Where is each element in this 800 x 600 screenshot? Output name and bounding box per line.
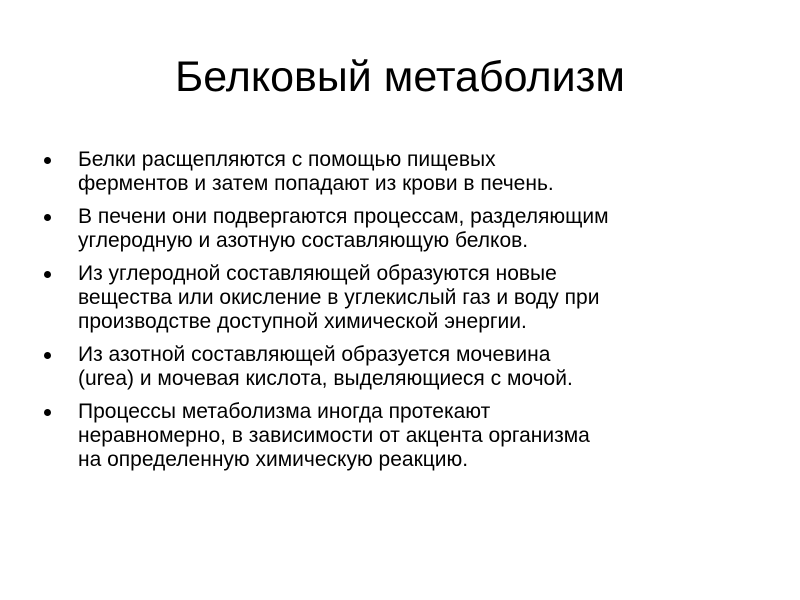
bullet-item [44,262,774,334]
bullet-text-line: неравномерно, в зависимости от акцента организма [78,424,590,447]
bullet-item [44,343,774,391]
bullet-item [44,148,774,196]
bullet-dot-icon [44,409,51,416]
slide-title: Белковый метаболизм [175,53,625,101]
bullet-text-line: на определенную химическую реакцию. [78,448,469,471]
bullet-text-line: Из азотной составляющей образуется мочевина [78,343,551,366]
bullet-text-line: (urea) и мочевая кислота, выделяющиеся с мочой. [78,367,573,390]
bullet-text-line: углеродную и азотную составляющую белков. [78,229,529,252]
bullet-dot-icon [44,214,51,221]
bullet-dot-icon [44,157,51,164]
bullet-item [44,400,774,472]
bullet-list [44,148,774,481]
bullet-text-line: вещества или окисление в углекислый газ и воду при [78,286,600,309]
bullet-dot-icon [44,271,51,278]
bullet-text-line: В печени они подвергаются процессам, разделяющим [78,205,609,228]
bullet-dot-icon [44,352,51,359]
bullet-item [44,205,774,253]
bullet-text-line: производстве доступной химической энергии. [78,310,527,333]
bullet-text-line: ферментов и затем попадают из крови в печень. [78,172,554,195]
bullet-text-line: Из углеродной составляющей образуются новые [78,262,557,285]
bullet-text-line: Процессы метаболизма иногда протекают [78,400,491,423]
bullet-text-line: Белки расщепляются с помощью пищевых [78,148,496,171]
